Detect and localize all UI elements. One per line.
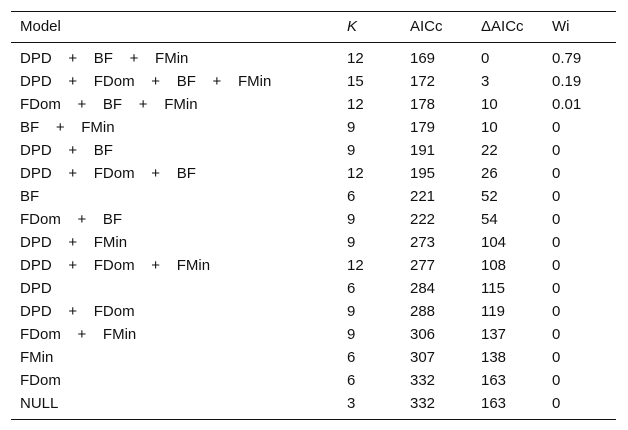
cell-k: 9: [347, 234, 356, 251]
cell-k: 6: [347, 372, 356, 389]
cell-k: 9: [347, 211, 356, 228]
table-row: [11, 392, 616, 415]
table-row: [11, 369, 616, 392]
cell-delta-aicc: 163: [481, 372, 507, 389]
cell-wi: 0: [552, 280, 561, 297]
cell-wi: 0.79: [552, 50, 582, 67]
cell-wi: 0: [552, 326, 561, 343]
cell-aicc: 179: [410, 119, 436, 136]
cell-k: 12: [347, 96, 364, 113]
cell-delta-aicc: 26: [481, 165, 498, 182]
table-row: [11, 116, 616, 139]
cell-model: DPD + FDom + BF + FMin: [20, 73, 272, 90]
cell-model: DPD + FDom: [20, 303, 135, 320]
header-model: Model: [20, 18, 61, 35]
cell-aicc: 195: [410, 165, 436, 182]
cell-model: FDom + BF: [20, 211, 123, 228]
cell-aicc: 221: [410, 188, 436, 205]
cell-aicc: 332: [410, 395, 436, 412]
cell-model: BF: [20, 188, 40, 205]
cell-k: 12: [347, 257, 364, 274]
table-row: [11, 185, 616, 208]
cell-model: DPD + BF: [20, 142, 113, 159]
table-row: [11, 93, 616, 116]
cell-model: BF + FMin: [20, 119, 115, 136]
cell-wi: 0: [552, 142, 561, 159]
table-row: [11, 300, 616, 323]
cell-k: 12: [347, 165, 364, 182]
cell-model: FDom + BF + FMin: [20, 96, 198, 113]
table-bottom-rule: [11, 419, 616, 420]
cell-wi: 0: [552, 372, 561, 389]
cell-k: 9: [347, 326, 356, 343]
cell-delta-aicc: 0: [481, 50, 490, 67]
cell-aicc: 284: [410, 280, 436, 297]
cell-delta-aicc: 52: [481, 188, 498, 205]
cell-delta-aicc: 108: [481, 257, 507, 274]
table-row: [11, 70, 616, 93]
table-row: [11, 346, 616, 369]
cell-k: 15: [347, 73, 364, 90]
cell-wi: 0.19: [552, 73, 582, 90]
cell-k: 3: [347, 395, 356, 412]
cell-wi: 0: [552, 257, 561, 274]
cell-model: DPD + FDom + FMin: [20, 257, 211, 274]
cell-k: 9: [347, 119, 356, 136]
cell-delta-aicc: 10: [481, 96, 498, 113]
cell-aicc: 277: [410, 257, 436, 274]
cell-wi: 0: [552, 234, 561, 251]
cell-model: FMin: [20, 349, 54, 366]
cell-aicc: 222: [410, 211, 436, 228]
table-row: [11, 139, 616, 162]
cell-delta-aicc: 115: [481, 280, 505, 297]
table-row: [11, 208, 616, 231]
cell-aicc: 288: [410, 303, 436, 320]
cell-delta-aicc: 104: [481, 234, 507, 251]
table-row: [11, 162, 616, 185]
cell-aicc: 169: [410, 50, 436, 67]
cell-k: 6: [347, 349, 356, 366]
cell-model: DPD: [20, 280, 52, 297]
cell-wi: 0.01: [552, 96, 582, 113]
cell-k: 12: [347, 50, 364, 67]
header-wi: Wi: [552, 18, 570, 35]
cell-wi: 0: [552, 303, 561, 320]
cell-aicc: 172: [410, 73, 436, 90]
table-header-row: [11, 12, 616, 42]
cell-delta-aicc: 163: [481, 395, 507, 412]
cell-aicc: 306: [410, 326, 436, 343]
cell-wi: 0: [552, 349, 561, 366]
cell-aicc: 273: [410, 234, 436, 251]
cell-delta-aicc: 22: [481, 142, 498, 159]
cell-wi: 0: [552, 211, 561, 228]
cell-model: DPD + FMin: [20, 234, 128, 251]
cell-delta-aicc: 119: [481, 303, 505, 320]
cell-wi: 0: [552, 165, 561, 182]
cell-k: 9: [347, 142, 356, 159]
table-row: [11, 323, 616, 346]
cell-aicc: 191: [410, 142, 436, 159]
cell-model: FDom: [20, 372, 61, 389]
table-row: [11, 47, 616, 70]
cell-delta-aicc: 3: [481, 73, 490, 90]
cell-delta-aicc: 138: [481, 349, 507, 366]
header-delta-aicc: ΔAICc: [481, 18, 524, 35]
cell-model: FDom + FMin: [20, 326, 137, 343]
cell-model: DPD + BF + FMin: [20, 50, 189, 67]
table-row: [11, 254, 616, 277]
cell-k: 6: [347, 188, 356, 205]
cell-aicc: 332: [410, 372, 436, 389]
header-k: K: [347, 18, 358, 35]
cell-wi: 0: [552, 395, 561, 412]
cell-model: NULL: [20, 395, 59, 412]
model-selection-table: [11, 11, 616, 420]
cell-delta-aicc: 10: [481, 119, 498, 136]
cell-k: 9: [347, 303, 356, 320]
cell-aicc: 178: [410, 96, 436, 113]
header-aicc: AICc: [410, 18, 443, 35]
cell-wi: 0: [552, 188, 561, 205]
cell-k: 6: [347, 280, 356, 297]
table-body: [11, 47, 616, 415]
cell-model: DPD + FDom + BF: [20, 165, 196, 182]
cell-wi: 0: [552, 119, 561, 136]
cell-aicc: 307: [410, 349, 436, 366]
table-row: [11, 277, 616, 300]
cell-delta-aicc: 137: [481, 326, 507, 343]
table-row: [11, 231, 616, 254]
cell-delta-aicc: 54: [481, 211, 498, 228]
